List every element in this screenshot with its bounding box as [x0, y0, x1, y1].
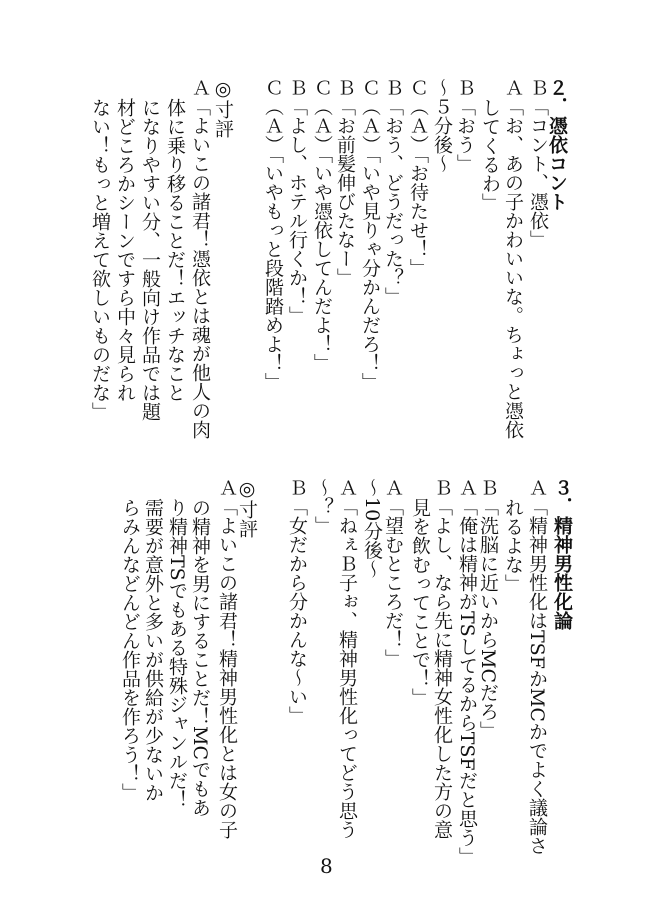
- line-text: 「女だから分かんな〜い」: [286, 497, 308, 725]
- dialogue-line: [502, 498, 524, 593]
- speaker-label: Ｂ: [477, 478, 499, 497]
- review-line: [119, 498, 141, 802]
- line-text: 「おう、どうだった？」: [382, 97, 404, 306]
- dialogue-line: [526, 478, 548, 855]
- speaker-label: Ａ: [526, 478, 548, 497]
- line-text: り精神TSでもある特殊ジャンルだ！: [166, 498, 188, 809]
- line-text: 需要が意外と多いが供給が少ないか: [142, 498, 164, 802]
- dialogue-line: [359, 78, 381, 392]
- review-line: [142, 498, 164, 802]
- section-title: ３．精神男性化論: [551, 478, 573, 630]
- speaker-label: Ｃ（Ａ）: [262, 78, 284, 154]
- line-text: 「いやもっと段階踏めよ！」: [262, 154, 284, 392]
- dialogue-line: [382, 478, 404, 668]
- line-text: 「よし、なら先に精神女性化した方の意: [431, 497, 453, 839]
- page-number: 8: [320, 854, 333, 878]
- speaker-label: Ａ: [336, 478, 358, 497]
- speaker-label: Ａ: [189, 78, 211, 97]
- dialogue-line: [409, 498, 431, 707]
- dialogue-line: [479, 98, 501, 212]
- line-text: 「いや憑依してんだよ！」: [311, 154, 333, 373]
- review-heading: ◎寸評: [212, 78, 234, 138]
- line-text: 材どころかシーンですら中々見られ: [114, 98, 136, 402]
- speaker-label: Ａ: [456, 478, 478, 497]
- speaker-label: Ｃ（Ａ）: [407, 78, 429, 154]
- line-text: 「お待たせ！」: [407, 154, 429, 278]
- dialogue-line: [477, 478, 499, 740]
- dialogue-line: [311, 78, 333, 373]
- review-line: [89, 98, 111, 421]
- review-line: [216, 478, 238, 839]
- review-line: [139, 98, 161, 421]
- dialogue-line: [407, 78, 429, 278]
- speaker-label: Ｂ: [431, 478, 453, 497]
- line-text: 「おう」: [454, 97, 476, 173]
- line-text: の精神を男にすることだ！MCでもあ: [189, 498, 211, 817]
- dialogue-line: [286, 478, 308, 725]
- line-text: 「洗脳に近いからMCだろ」: [477, 497, 499, 740]
- line-text: 見を飲むってことで！」: [409, 498, 431, 707]
- speaker-label: Ｂ: [527, 78, 549, 97]
- speaker-label: Ｃ（Ａ）: [311, 78, 333, 154]
- dialogue-line: [382, 78, 404, 306]
- line-text: 「お前髪伸びたなー」: [334, 97, 356, 287]
- line-text: 「よいこの諸君！精神男性化とは女の子: [216, 497, 238, 839]
- line-text: 「いや見りゃ分かんだろ！」: [359, 154, 381, 392]
- speaker-label: Ａ: [216, 478, 238, 497]
- review-line: [189, 78, 211, 439]
- line-text: 「ねぇＢ子ぉ、精神男性化ってどう思う: [336, 497, 358, 839]
- line-text: してくるわ」: [479, 98, 501, 212]
- line-text: れるよな」: [502, 498, 524, 593]
- dialogue-line: [502, 78, 524, 439]
- dialogue-line: [527, 78, 549, 249]
- line-text: 〜？」: [312, 478, 334, 535]
- review-line: [114, 98, 136, 402]
- line-text: 〜10分後〜: [361, 478, 383, 579]
- line-text: 「精神男性化はTSFかMCかでよく議論さ: [526, 497, 548, 855]
- line-text: ない！もっと増えて欲しいものだな」: [89, 98, 111, 421]
- review-line: [164, 98, 186, 402]
- line-text: 「望むところだ！」: [382, 497, 404, 668]
- dialogue-line: [454, 78, 476, 173]
- speaker-label: Ａ: [382, 478, 404, 497]
- dialogue-line: [312, 478, 334, 535]
- line-text: らみんなどんどん作品を作ろう！」: [119, 498, 141, 802]
- section-title: ２．憑依コント: [546, 78, 568, 211]
- dialogue-line: [456, 478, 478, 866]
- review-heading: ◎寸評: [236, 478, 258, 538]
- review-line: [189, 498, 211, 817]
- line-text: 〜５分後〜: [431, 78, 453, 173]
- speaker-label: Ｃ（Ａ）: [359, 78, 381, 154]
- dialogue-line: [336, 478, 358, 839]
- line-text: 「俺は精神がTSしてるからTSFだと思う」: [456, 497, 478, 866]
- review-line: [166, 498, 188, 809]
- speaker-label: Ｂ: [334, 78, 356, 97]
- dialogue-line: [262, 78, 284, 392]
- dialogue-line: [286, 78, 308, 325]
- dialogue-line: [431, 78, 453, 173]
- speaker-label: Ｂ: [286, 78, 308, 97]
- speaker-label: Ｂ: [382, 78, 404, 97]
- dialogue-line: [431, 478, 453, 839]
- line-text: 「お、あの子かわいいな。ちょっと憑依: [502, 97, 524, 439]
- dialogue-line: [361, 478, 383, 578]
- speaker-label: Ａ: [502, 78, 524, 97]
- line-text: 「よいこの諸君！憑依とは魂が他人の肉: [189, 97, 211, 439]
- speaker-label: Ｂ: [286, 478, 308, 497]
- line-text: 「コント、憑依」: [527, 97, 549, 249]
- line-text: 体に乗り移ることだ！エッチなこと: [164, 98, 186, 402]
- dialogue-line: [334, 78, 356, 287]
- speaker-label: Ｂ: [454, 78, 476, 97]
- line-text: になりやすい分、一般向け作品では題: [139, 98, 161, 421]
- line-text: 「よし、ホテル行くか！」: [286, 97, 308, 325]
